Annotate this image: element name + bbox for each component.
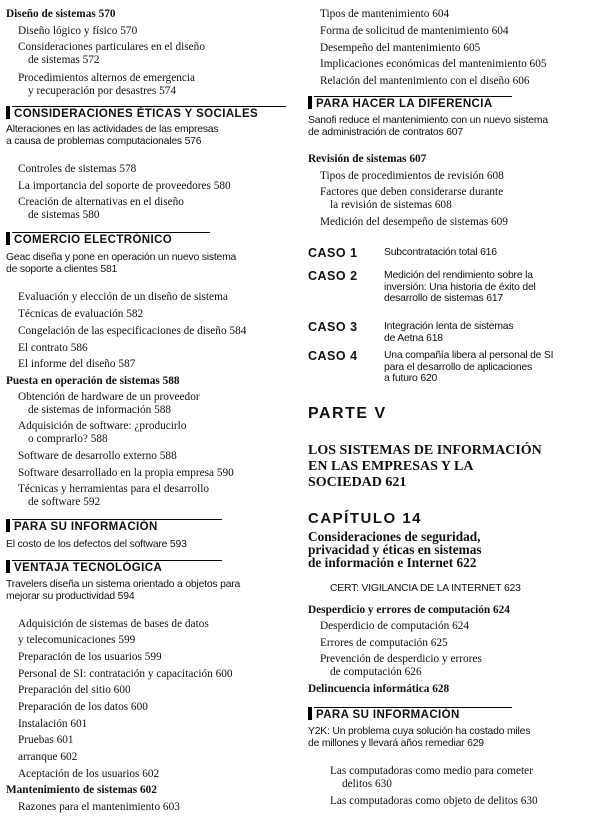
case-line: para el desarrollo de aplicaciones — [384, 361, 532, 373]
toc-entry-continuation: la revisión de sistemas 608 — [330, 199, 452, 211]
toc-entry: Razones para el mantenimiento 603 — [18, 801, 180, 813]
feature-box-text: Geac diseña y pone en operación un nuevo sistema — [6, 252, 237, 263]
feature-box-title: COMERCIO ELECTRÓNICO — [14, 234, 173, 246]
toc-entry: Desempeño del mantenimiento 605 — [320, 42, 481, 54]
case-line: Subcontratación total 616 — [384, 247, 497, 258]
header-rule — [314, 707, 512, 708]
case-study-label: CASO 3 — [308, 320, 358, 334]
feature-box-text: de administración de contratos 607 — [308, 127, 463, 138]
toc-section-entry: Diseño de sistemas 570 — [6, 8, 116, 20]
feature-box-text: de millones y llevará años remediar 629 — [308, 738, 484, 749]
toc-entry: Diseño lógico y físico 570 — [18, 25, 138, 37]
toc-entry: Obtención de hardware de un proveedor — [18, 391, 200, 403]
toc-entry: Forma de solicitud de mantenimiento 604 — [320, 25, 509, 37]
feature-box-title: CONSIDERACIONES ÉTICAS Y SOCIALES — [14, 108, 259, 120]
case-study-title — [384, 247, 497, 259]
chapter-title-line: de información e Internet 622 — [308, 555, 477, 570]
case-line: Integración lenta de sistemas — [384, 321, 514, 332]
toc-entry: Procedimientos alternos de emergencia — [18, 72, 196, 84]
header-rule — [12, 106, 286, 107]
case-study-title — [384, 321, 513, 344]
toc-entry: y telecomunicaciones 599 — [18, 634, 136, 646]
toc-entry: Pruebas 601 — [18, 734, 74, 746]
toc-entry: El contrato 586 — [18, 342, 88, 354]
toc-section-entry: Mantenimiento de sistemas 602 — [6, 784, 157, 796]
case-line: desarrollo de sistemas 617 — [384, 293, 503, 304]
toc-entry-continuation: de sistemas de información 588 — [28, 404, 172, 416]
feature-box-text: Travelers diseña un sistema orientado a objetos para — [6, 579, 241, 590]
toc-entry: Aceptación de los usuarios 602 — [18, 768, 160, 780]
case-study-label: CASO 4 — [308, 349, 358, 363]
case-study-title — [384, 270, 536, 305]
toc-section-entry: Desperdicio y errores de computación 624 — [308, 604, 510, 616]
toc-entry: Adquisición de software: ¿producirlo — [18, 420, 187, 432]
header-bar-mark — [6, 519, 10, 532]
toc-entry: Creación de alternativas en el diseño — [18, 196, 184, 208]
feature-box-header — [6, 519, 218, 534]
header-bar-mark — [6, 106, 10, 119]
feature-box-text: Alteraciones en las actividades de las empresas — [6, 124, 219, 135]
case-line: Medición del rendimiento sobre la — [384, 270, 533, 281]
feature-box-text: a causa de problemas computacionales 576 — [6, 136, 202, 147]
toc-entry: Congelación de las especificaciones de diseño 584 — [18, 325, 247, 337]
header-bar-mark — [6, 560, 10, 573]
header-bar-mark — [308, 96, 312, 109]
chapter-heading: CAPÍTULO 14 — [308, 510, 423, 527]
feature-box-text: El costo de los defectos del software 593 — [6, 539, 187, 550]
feature-box-header — [6, 232, 206, 247]
toc-entry: Evaluación y elección de un diseño de sistema — [18, 291, 228, 303]
toc-entry: Técnicas y herramientas para el desarrollo — [18, 483, 210, 495]
chapter-title-line: privacidad y éticas en sistemas — [308, 542, 482, 557]
feature-box-title: PARA SU INFORMACIÓN — [316, 709, 460, 721]
toc-entry-continuation: delitos 630 — [342, 778, 392, 790]
feature-box-text: mejorar su productividad 594 — [6, 591, 135, 602]
feature-box-text: Y2K: Un problema cuya solución ha costado miles — [308, 726, 531, 737]
toc-entry: Preparación de los usuarios 599 — [18, 651, 162, 663]
toc-entry: Implicaciones económicas del mantenimiento 605 — [320, 58, 547, 70]
toc-entry-continuation: o comprarlo? 588 — [28, 433, 108, 445]
toc-entry: Las computadoras como objeto de delitos 630 — [330, 795, 538, 807]
feature-box-text: Sanofi reduce el mantenimiento con un nuevo sistema — [308, 115, 548, 126]
header-rule — [314, 96, 512, 97]
toc-entry-continuation: de computación 626 — [330, 666, 422, 678]
case-line: a futuro 620 — [384, 373, 438, 384]
case-study-title — [384, 350, 553, 385]
header-bar-mark — [6, 232, 10, 245]
toc-section-entry: Puesta en operación de sistemas 588 — [6, 375, 180, 387]
toc-entry-continuation: de sistemas 572 — [28, 54, 100, 66]
header-rule — [12, 232, 210, 233]
part-title-line: SOCIEDAD 621 — [308, 475, 407, 490]
toc-entry: Medición del desempeño de sistemas 609 — [320, 216, 508, 228]
header-rule — [12, 560, 222, 561]
toc-entry: arranque 602 — [18, 751, 78, 763]
toc-entry: Preparación de los datos 600 — [18, 701, 148, 713]
toc-entry: El informe del diseño 587 — [18, 358, 136, 370]
feature-box-header — [308, 707, 508, 722]
toc-entry: Tipos de mantenimiento 604 — [320, 8, 450, 20]
toc-entry-continuation: de software 592 — [28, 496, 101, 508]
toc-entry: Personal de SI: contratación y capacitación 600 — [18, 668, 233, 680]
toc-entry: Tipos de procedimientos de revisión 608 — [320, 170, 504, 182]
toc-entry-continuation: de sistemas 580 — [28, 209, 100, 221]
feature-box-title: VENTAJA TECNOLÓGICA — [14, 562, 163, 574]
toc-entry: Software de desarrollo externo 588 — [18, 450, 177, 462]
toc-section-entry: Revisión de sistemas 607 — [308, 153, 427, 165]
toc-entry: Prevención de desperdicio y errores — [320, 653, 482, 665]
header-bar-mark — [308, 707, 312, 720]
toc-entry: Las computadoras como medio para cometer — [330, 765, 533, 777]
toc-entry: La importancia del soporte de proveedores 580 — [18, 180, 231, 192]
toc-section-entry: Delincuencia informática 628 — [308, 683, 450, 695]
feature-box-header — [308, 96, 508, 111]
case-line: inversión: Una historia de éxito del — [384, 281, 536, 293]
feature-box-header — [6, 106, 282, 121]
toc-entry: Adquisición de sistemas de bases de datos — [18, 618, 209, 630]
case-line: Una compañía libera al personal de SI — [384, 350, 554, 361]
part-title-line: EN LAS EMPRESAS Y LA — [308, 459, 474, 474]
toc-entry: Consideraciones particulares en el diseño — [18, 41, 205, 53]
feature-box-header — [6, 560, 218, 575]
part-title-line: LOS SISTEMAS DE INFORMACIÓN — [308, 443, 542, 458]
toc-entry: Software desarrollado en la propia empresa 590 — [18, 467, 234, 479]
toc-entry: Relación del mantenimiento con el diseño 606 — [320, 75, 530, 87]
chapter-title-line: Consideraciones de seguridad, — [308, 529, 481, 544]
toc-entry: Controles de sistemas 578 — [18, 163, 137, 175]
case-study-label: CASO 1 — [308, 246, 358, 260]
feature-box-title: PARA SU INFORMACIÓN — [14, 521, 158, 533]
header-rule — [12, 519, 222, 520]
toc-entry: Instalación 601 — [18, 718, 88, 730]
toc-entry-continuation: y recuperación por desastres 574 — [28, 85, 177, 97]
toc-entry: Técnicas de evaluación 582 — [18, 308, 144, 320]
case-study-label: CASO 2 — [308, 269, 358, 283]
toc-entry: Factores que deben considerarse durante — [320, 186, 504, 198]
toc-entry: Desperdicio de computación 624 — [320, 620, 470, 632]
feature-box-title: PARA HACER LA DIFERENCIA — [316, 98, 493, 110]
toc-entry: Errores de computación 625 — [320, 637, 448, 649]
feature-box-text: CERT: VIGILANCIA DE LA INTERNET 623 — [330, 583, 521, 594]
feature-box-text: de soporte a clientes 581 — [6, 264, 118, 275]
part-heading: PARTE V — [308, 405, 387, 422]
case-line: de Aetna 618 — [384, 332, 443, 344]
toc-entry: Preparación del sitio 600 — [18, 684, 131, 696]
